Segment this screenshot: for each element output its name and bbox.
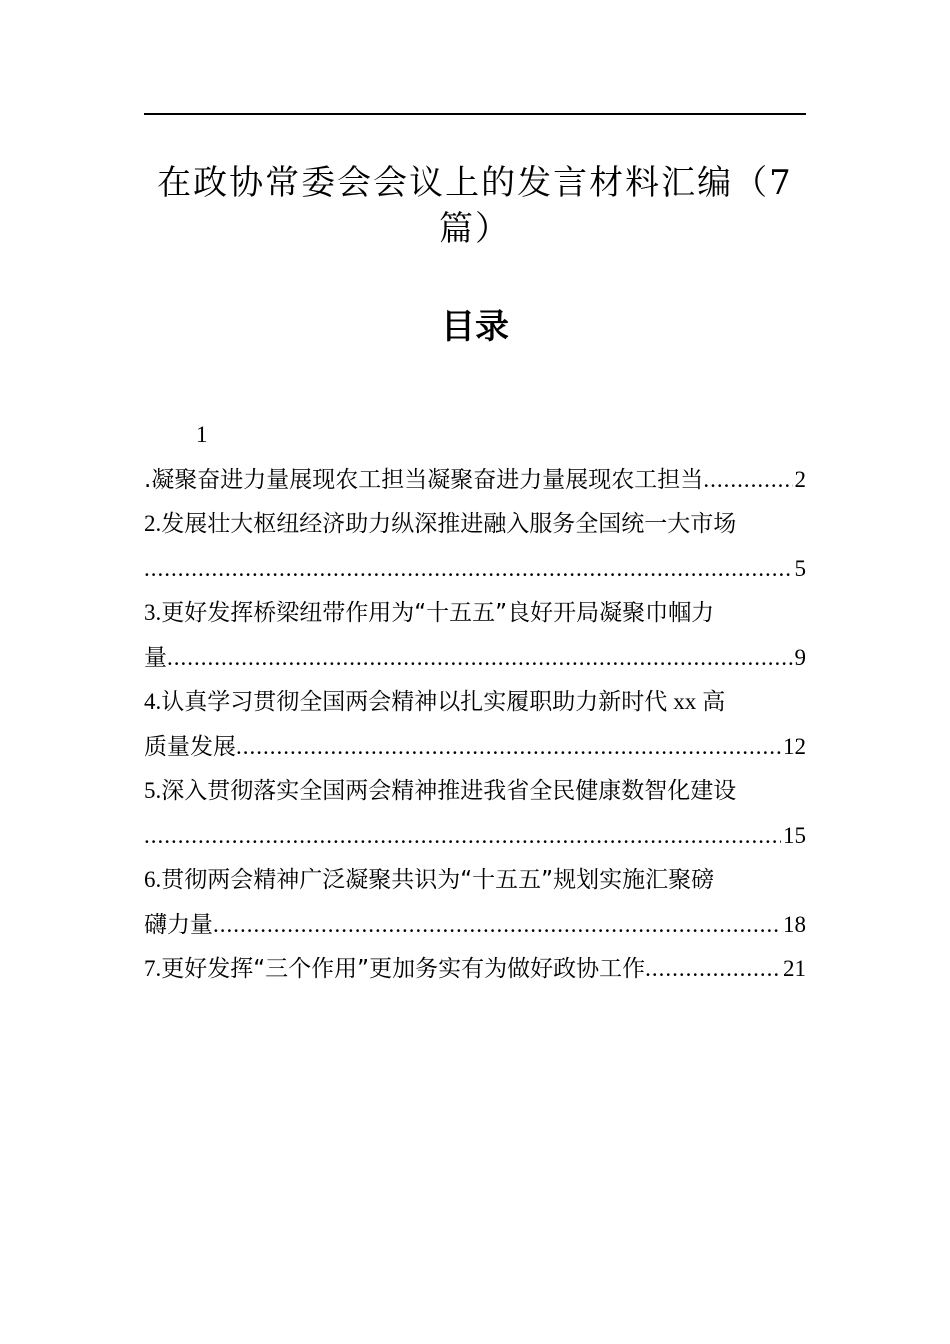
toc-entry-title: 贯彻两会精神广泛凝聚共识为“十五五”规划实施汇聚磅 [161,867,715,893]
document-title [144,160,806,252]
toc-entry-page: 15 [783,822,806,848]
toc-entry-title: 更好发挥“三个作用”更加务实有为做好政协工作 [161,956,646,982]
toc-entry-number: 3. [144,600,162,625]
toc-entry-number: 2. [144,511,162,536]
toc-entry-page: 2 [794,466,806,492]
toc-entry-number: 5. [144,778,162,803]
toc-entry-page: 5 [794,555,806,581]
document-title-line-2: 篇） [439,209,511,249]
toc-entry-4[interactable] [144,680,806,769]
toc-entry-title-placeholder: xx [673,689,697,714]
toc-entry-title-tail: 高 [702,689,726,715]
toc-entry-2[interactable] [144,502,806,591]
toc-entry-page: 18 [783,911,806,937]
toc-leader-dots [236,725,781,770]
toc-entry-number: 4. [144,689,162,714]
toc-leader-dots [167,636,793,681]
toc-entry-title: .凝聚奋进力量展现农工担当凝聚奋进力量展现农工担当 [144,466,704,493]
toc-entry-number: 6. [144,867,162,892]
toc-entry-title: 发展壮大枢纽经济助力纵深推进融入服务全国统一大市场 [161,511,737,537]
toc-entry-page: 12 [783,733,806,759]
header-rule [144,113,806,115]
document-title-line-1: 在政协常委会会议上的发言材料汇编（7 [157,163,793,203]
toc-entry-title: 更好发挥桥梁纽带作用为“十五五”良好开局凝聚巾帼力 [161,600,715,626]
toc-entry-title-continued: 量 [144,644,167,671]
toc-entry-title: 认真学习贯彻全国两会精神以扎实履职助力新时代 [161,689,668,715]
toc-entry-title: 深入贯彻落实全国两会精神推进我省全民健康数智化建设 [161,778,737,804]
toc-entry-title-continued: 礴力量 [144,911,213,938]
table-of-contents [144,413,806,992]
toc-entry-7[interactable] [144,947,806,992]
toc-entry-5[interactable] [144,769,806,858]
toc-entry-3[interactable] [144,591,806,680]
toc-entry-number: 7. [144,956,162,981]
toc-leader-dots [144,814,781,859]
toc-entry-number: 1 [196,422,208,447]
toc-entry-page: 21 [783,956,806,981]
toc-leader-dots [213,903,781,948]
toc-leader-dots [144,547,793,592]
toc-heading: 目录 [441,307,509,347]
toc-entry-1[interactable] [144,413,806,502]
toc-leader-dots [703,458,792,503]
toc-entry-page: 9 [794,644,806,670]
toc-entry-6[interactable] [144,858,806,947]
toc-entry-title-continued: 质量发展 [144,733,236,760]
toc-leader-dots [645,947,781,992]
